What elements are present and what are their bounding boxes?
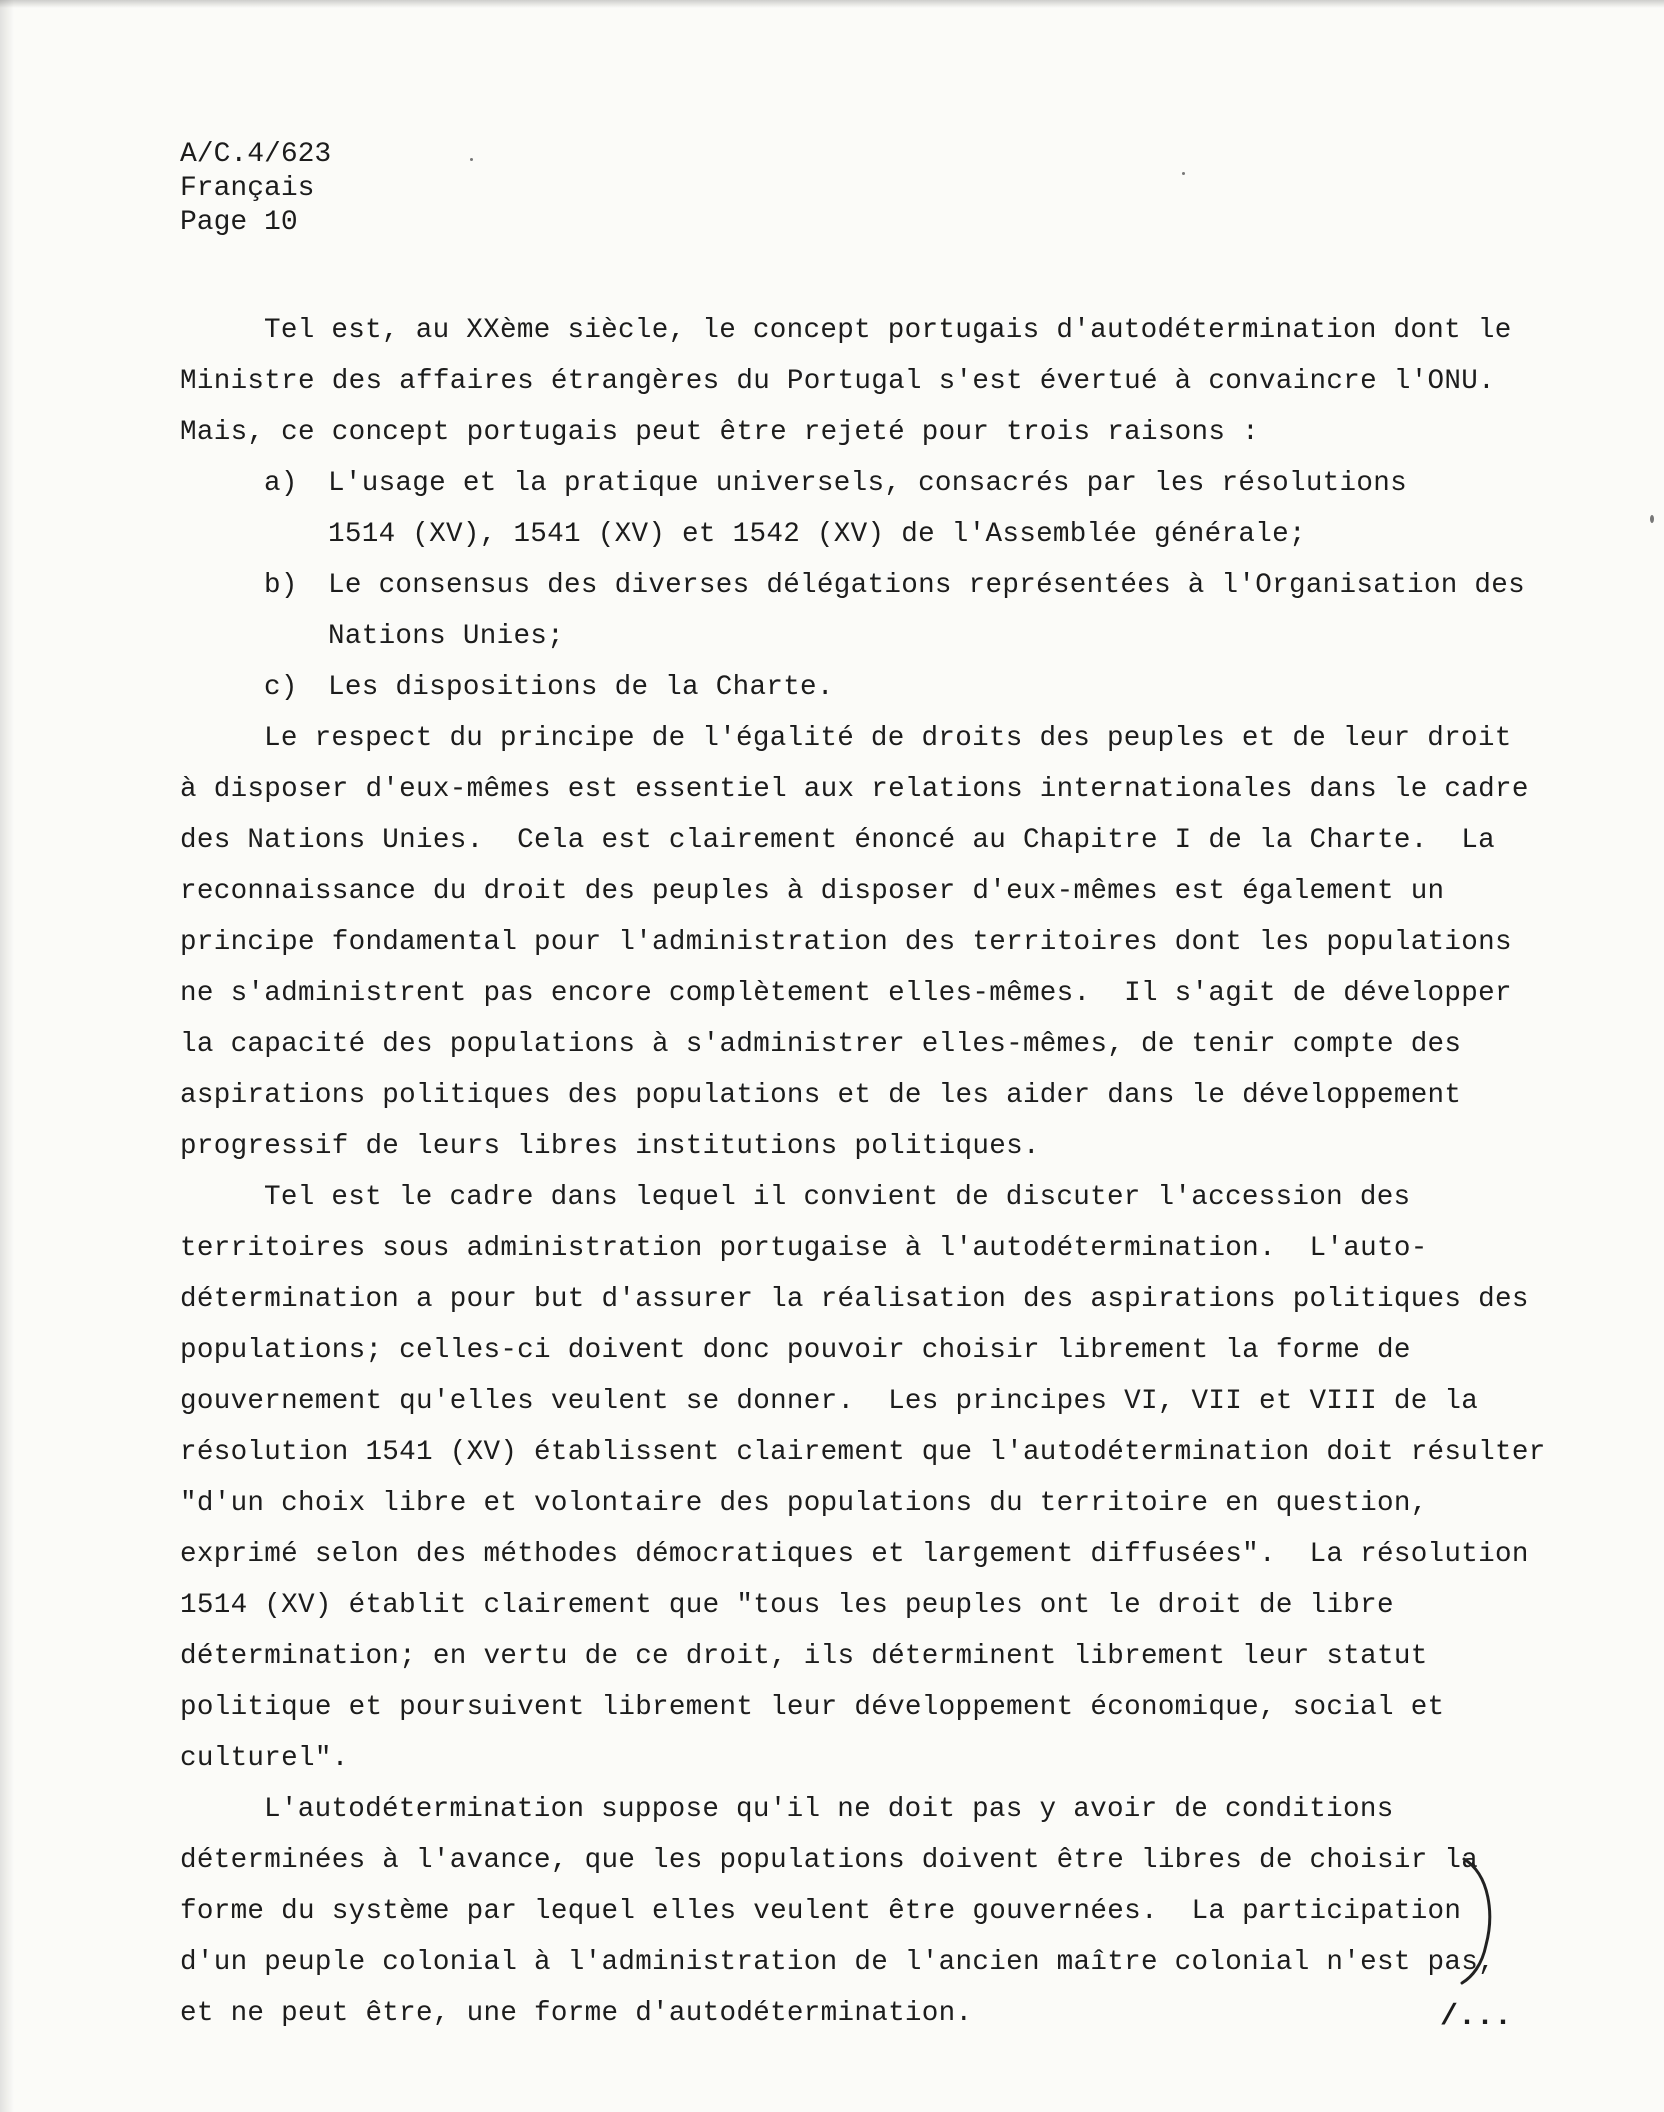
paragraph-2 xyxy=(180,713,1560,1172)
text-line: aspirations politiques des populations et de les aider dans le développement xyxy=(180,1080,1462,1111)
reason-letter: a) xyxy=(264,468,298,499)
text-line: 1514 (XV) établit clairement que "tous les peuples ont le droit de libre xyxy=(180,1590,1394,1621)
text-line: Le respect du principe de l'égalité de droits des peuples et de leur droit xyxy=(264,723,1512,754)
text-line: et ne peut être, une forme d'autodétermination. xyxy=(180,1998,973,2029)
text-line: ne s'administrent pas encore complètement elles-mêmes. Il s'agit de développer xyxy=(180,978,1512,1009)
text-line: Mais, ce concept portugais peut être rejeté pour trois raisons : xyxy=(180,417,1259,448)
text-line: politique et poursuivent librement leur développement économique, social et xyxy=(180,1692,1445,1723)
reason-text: Nations Unies; xyxy=(328,621,565,652)
continuation-mark: /... xyxy=(1440,2000,1513,2034)
document-header xyxy=(180,138,331,240)
scan-edge-top xyxy=(0,0,1664,8)
text-line: déterminées à l'avance, que les populations doivent être libres de choisir la xyxy=(180,1845,1479,1876)
text-line: gouvernement qu'elles veulent se donner. Les principes VI, VII et VIII de la xyxy=(180,1386,1479,1417)
document-language: Français xyxy=(180,173,315,204)
text-line: des Nations Unies. Cela est clairement énoncé au Chapitre I de la Charte. La xyxy=(180,825,1495,856)
reason-item-a xyxy=(180,458,1560,509)
text-line: exprimé selon des méthodes démocratiques et largement diffusées". La résolution xyxy=(180,1539,1529,1570)
reason-letter: b) xyxy=(264,570,298,601)
document-body xyxy=(180,305,1560,2039)
scan-edge-left xyxy=(0,0,14,2112)
text-line: L'autodétermination suppose qu'il ne doit pas y avoir de conditions xyxy=(264,1794,1394,1825)
text-line: progressif de leurs libres institutions politiques. xyxy=(180,1131,1040,1162)
text-line: Tel est, au XXème siècle, le concept portugais d'autodétermination dont le xyxy=(264,315,1512,346)
text-line: Ministre des affaires étrangères du Portugal s'est évertué à convaincre l'ONU. xyxy=(180,366,1495,397)
text-line: culturel". xyxy=(180,1743,349,1774)
scan-speck xyxy=(1182,172,1185,175)
reason-letter: c) xyxy=(264,672,298,703)
text-line: "d'un choix libre et volontaire des populations du territoire en question, xyxy=(180,1488,1428,1519)
text-line: résolution 1541 (XV) établissent clairement que l'autodétermination doit résulter xyxy=(180,1437,1546,1468)
text-line: territoires sous administration portugaise à l'autodétermination. L'auto- xyxy=(180,1233,1428,1264)
scan-speck xyxy=(1650,515,1654,523)
reasons-list xyxy=(180,458,1560,713)
text-line: populations; celles-ci doivent donc pouvoir choisir librement la forme de xyxy=(180,1335,1411,1366)
text-line: la capacité des populations à s'administrer elles-mêmes, de tenir compte des xyxy=(180,1029,1462,1060)
paragraph-4 xyxy=(180,1784,1560,2039)
text-line: Tel est le cadre dans lequel il convient de discuter l'accession des xyxy=(264,1182,1411,1213)
reason-text: 1514 (XV), 1541 (XV) et 1542 (XV) de l'Assemblée générale; xyxy=(328,519,1306,550)
handwritten-bracket-mark xyxy=(1460,1855,1500,1987)
document-symbol: A/C.4/623 xyxy=(180,139,332,170)
text-line: d'un peuple colonial à l'administration de l'ancien maître colonial n'est pas, xyxy=(180,1947,1495,1978)
text-line: forme du système par lequel elles veulent être gouvernées. La participation xyxy=(180,1896,1462,1927)
paragraph-3 xyxy=(180,1172,1560,1784)
text-line: à disposer d'eux-mêmes est essentiel aux relations internationales dans le cadre xyxy=(180,774,1529,805)
reason-item-b xyxy=(180,560,1560,611)
scan-speck xyxy=(470,158,473,161)
page-number: Page 10 xyxy=(180,207,298,238)
text-line: détermination; en vertu de ce droit, ils déterminent librement leur statut xyxy=(180,1641,1428,1672)
reason-text: Les dispositions de la Charte. xyxy=(328,672,834,703)
reason-text: L'usage et la pratique universels, consacrés par les résolutions xyxy=(328,468,1407,499)
text-line: principe fondamental pour l'administration des territoires dont les populations xyxy=(180,927,1512,958)
reason-item-c xyxy=(180,662,1560,713)
reason-text: Le consensus des diverses délégations représentées à l'Organisation des xyxy=(328,570,1525,601)
text-line: détermination a pour but d'assurer la réalisation des aspirations politiques des xyxy=(180,1284,1529,1315)
paragraph-1 xyxy=(180,305,1560,458)
text-line: reconnaissance du droit des peuples à disposer d'eux-mêmes est également un xyxy=(180,876,1445,907)
